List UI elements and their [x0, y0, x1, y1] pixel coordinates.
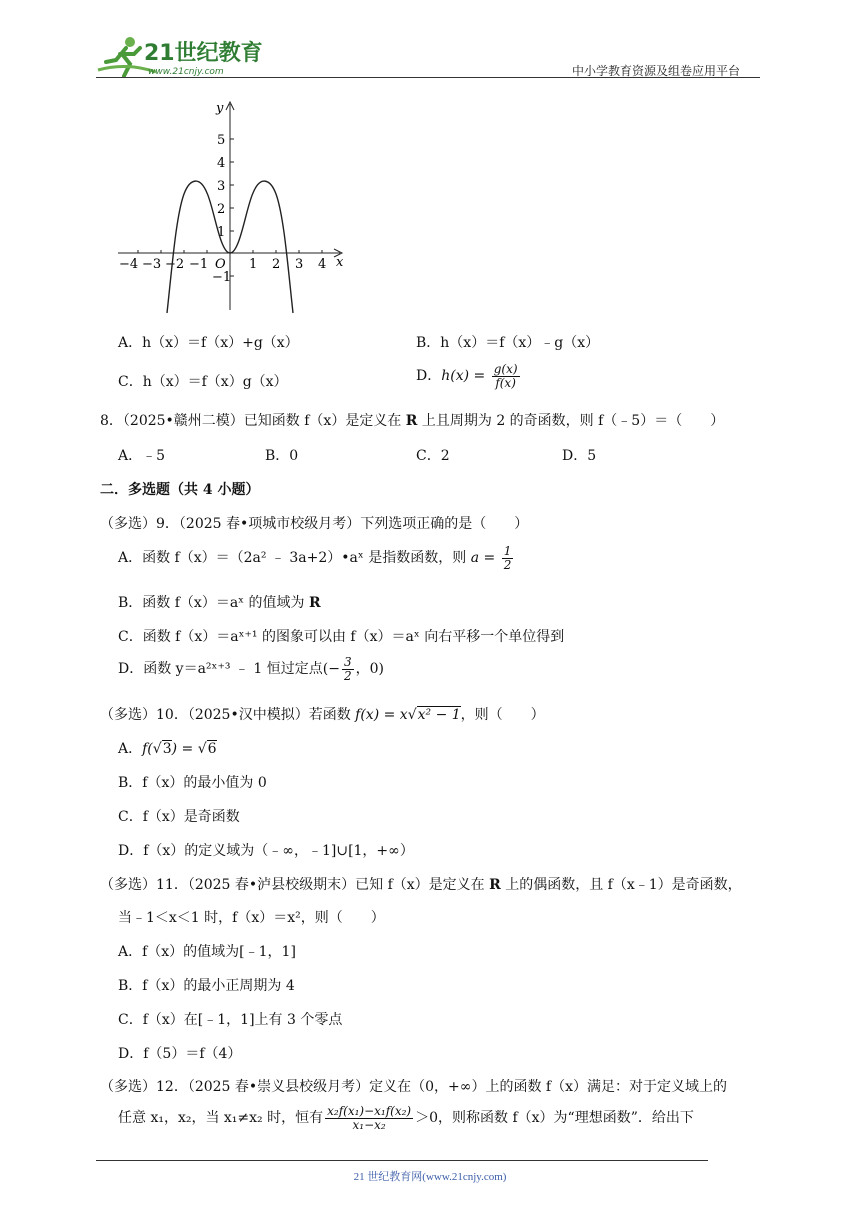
svg-text:www.21cnjy.com: www.21cnjy.com	[148, 67, 224, 77]
q10-option-c: C．f（x）是奇函数	[118, 809, 240, 825]
x-tick-label: −1	[189, 257, 209, 272]
y-tick-label: 5	[217, 133, 226, 148]
q7-option-d: D．h(x) = $\frac{g(x)}{f(x)}$	[416, 362, 518, 390]
q11-option-a: A．f（x）的值域为[﹣1，1]	[118, 944, 296, 960]
q10-option-a: A．f(√3) = √6	[118, 741, 217, 757]
q8-option-a: A．﹣5	[118, 448, 166, 464]
q10-option-b: B．f（x）的最小值为 0	[118, 775, 267, 791]
q7-option-c: C．h（x）＝f（x）g（x）	[118, 374, 288, 390]
q11-stem-line1: （多选）11．（2025 春•泸县校级期末）已知 f（x）是定义在 R 上的偶函数，且 f（x﹣1）是奇函数，	[100, 877, 742, 893]
q12-stem-line1: （多选）12．（2025 春•崇义县校级月考）定义在（0，+∞）上的函数 f（x）满足：对于定义域上的	[100, 1079, 727, 1095]
q9-option-d: D．函数 y＝a²ˣ⁺³ ﹣ 1 恒过定点(− $\frac{3}{2}$ ，0)	[118, 655, 384, 683]
x-tick-label: −4	[119, 257, 139, 272]
q8-option-c: C．2	[416, 448, 450, 464]
site-logo	[96, 32, 266, 80]
q9-option-b: B．函数 f（x）＝aˣ 的值域为 R	[118, 595, 321, 611]
q8-stem: 8．（2025•赣州二模）已知函数 f（x）是定义在 R 上且周期为 2 的奇函数，则 f（﹣5）＝（ ）	[100, 413, 725, 429]
svg-text:21世纪教育: 21世纪教育	[144, 41, 263, 66]
q10-option-d: D．f（x）的定义域为（﹣∞，﹣1]∪[1，+∞）	[118, 843, 414, 859]
x-tick-label: 1	[249, 257, 258, 272]
q8-option-d: D．5	[562, 448, 597, 464]
q9-stem: （多选）9．（2025 春•项城市校级月考）下列选项正确的是（ ）	[100, 516, 529, 532]
q8-option-b: B．0	[265, 448, 299, 464]
q10-stem: （多选）10．（2025•汉中模拟）若函数 f(x) = x√x² − 1，则（ ）	[100, 707, 545, 723]
q11-stem-line2: 当﹣1＜x＜1 时，f（x）＝x²，则（ ）	[118, 910, 385, 926]
q12-stem-line2: 任意 x₁，x₂，当 x₁≠x₂ 时，恒有 $\frac{\text{x₂f(x₁)−x₁f(x₂)}}{\text{x₁−x₂}}$ ＞0，则称函数 f（x）为“理想函数”．给出下	[118, 1104, 694, 1132]
function-graph	[112, 98, 350, 316]
y-axis-label: y	[216, 101, 224, 116]
x-tick-label: −2	[165, 257, 185, 272]
y-tick-label: 4	[217, 156, 226, 171]
x-tick-label: 2	[272, 257, 281, 272]
y-tick-label: 2	[217, 202, 226, 217]
x-tick-label: 3	[295, 257, 304, 272]
section-title: 二．多选题（共 4 小题）	[100, 482, 260, 498]
x-axis-label: x	[336, 255, 344, 270]
q9-option-c: C．函数 f（x）＝aˣ⁺¹ 的图象可以由 f（x）＝aˣ 向右平移一个单位得到	[118, 629, 565, 645]
site-tagline: 中小学教育资源及组卷应用平台	[572, 64, 741, 78]
y-tick-label: 1	[217, 225, 226, 240]
y-tick-marks	[230, 139, 234, 276]
q9-option-a: A．函数 f（x）＝（2a² ﹣ 3a+2）•aˣ 是指数函数，则 a = $\frac{1}{2}$	[118, 544, 512, 572]
q7-option-a: A．h（x）＝f（x）+g（x）	[118, 335, 299, 351]
q11-option-d: D．f（5）＝f（4）	[118, 1046, 242, 1062]
q7-option-b: B．h（x）＝f（x）﹣g（x）	[416, 335, 600, 351]
y-tick-label: 3	[217, 179, 226, 194]
x-tick-label: −3	[142, 257, 162, 272]
header-divider	[96, 77, 760, 78]
q11-option-b: B．f（x）的最小正周期为 4	[118, 978, 295, 994]
x-tick-label: 4	[318, 257, 327, 272]
footer-site: 21 世纪教育网(www.21cnjy.com)	[353, 1171, 507, 1183]
origin-label: O	[215, 257, 226, 272]
footer-divider	[96, 1160, 708, 1161]
q11-option-c: C．f（x）在[﹣1，1]上有 3 个零点	[118, 1012, 343, 1028]
y-tick-label: −1	[212, 270, 232, 285]
